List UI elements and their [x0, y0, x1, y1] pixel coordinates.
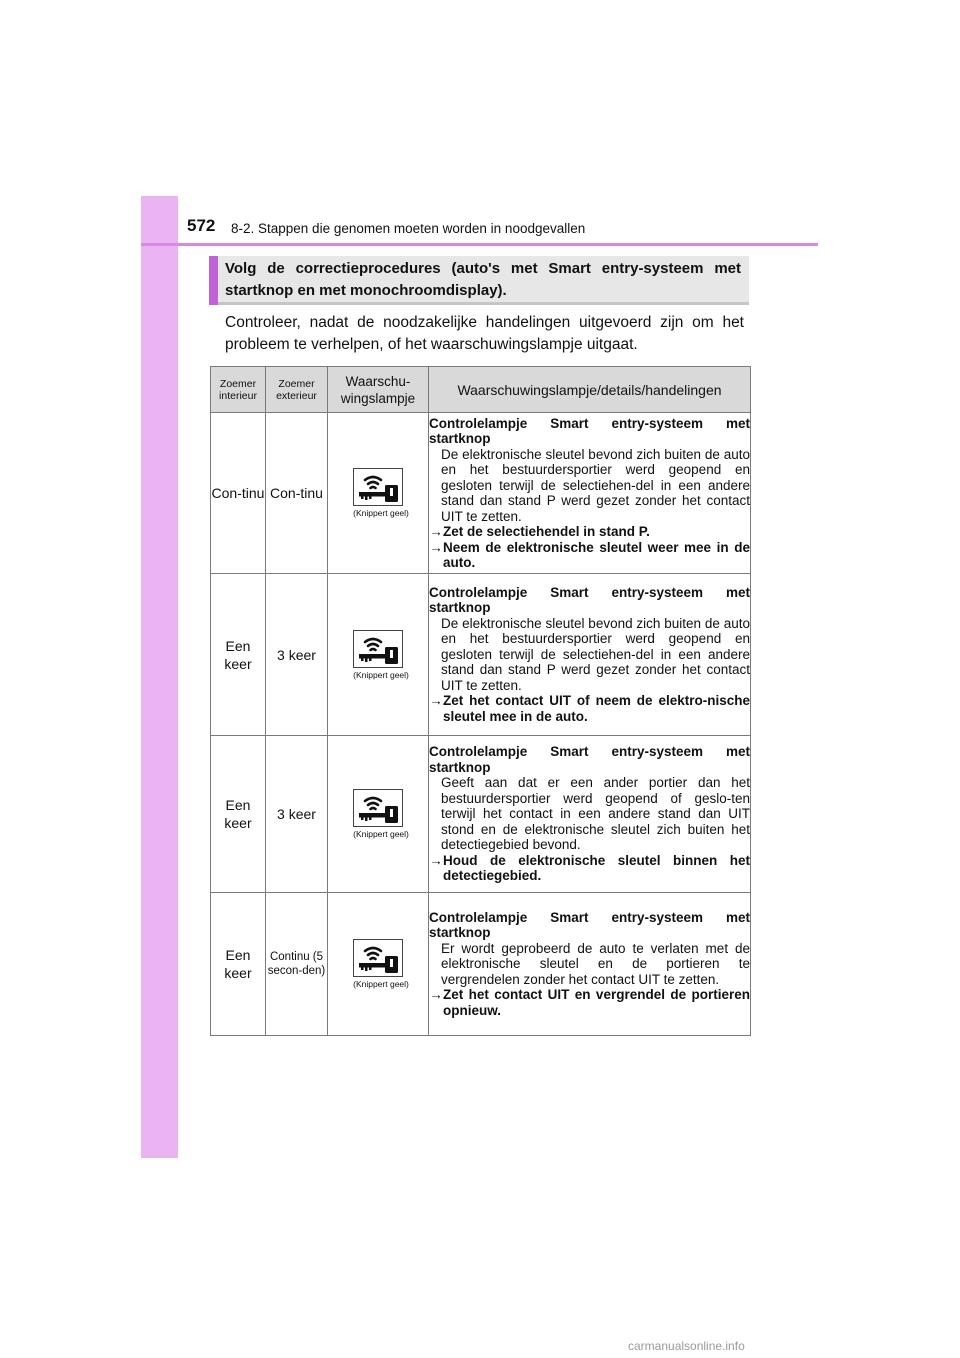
details-cell	[429, 893, 751, 1036]
intro-paragraph: Controleer, nadat de noodzakelijke handelingen uitgevoerd zijn om het probleem te verhelpen, of het waarschuwingslampje uitgaat.	[225, 314, 744, 353]
warning-light-cell	[328, 893, 429, 1036]
table-row	[211, 413, 751, 574]
header-divider	[141, 243, 818, 246]
smart-key-warning-icon	[353, 789, 403, 827]
details-cell	[429, 736, 751, 893]
arrow-icon: →	[429, 524, 443, 539]
lamp-caption: (Knippert geel)	[353, 669, 409, 680]
footer-watermark: carmanualsonline.info	[628, 1339, 745, 1353]
warning-table	[210, 366, 751, 1036]
action-text: Zet het contact UIT en vergrendel de portieren opnieuw.	[443, 987, 750, 1018]
interior-buzzer-cell: Een keer	[211, 574, 266, 736]
side-color-band	[141, 196, 178, 1158]
details-cell	[429, 574, 751, 736]
table-header-row	[211, 367, 751, 413]
action-text: Neem de elektronische sleutel weer mee in de auto.	[443, 539, 750, 570]
page-number: 572	[187, 216, 216, 235]
exterior-buzzer-cell: 3 keer	[266, 574, 328, 736]
action-text: Zet het contact UIT of neem de elektro-nische sleutel mee in de auto.	[443, 693, 750, 724]
warning-light-cell	[328, 413, 429, 574]
action-item	[429, 853, 750, 884]
action-item	[429, 693, 750, 724]
detail-title: Controlelampje Smart entry-systeem met startknop	[429, 909, 750, 941]
action-item	[429, 987, 750, 1018]
detail-body: Geeft aan dat er een ander portier dan het bestuurdersportier werd geopend of geslo-ten terwijl het contact in een andere stand dan UIT stond en de elektronische sleutel zich buiten het detectiegebied bevond.	[441, 775, 750, 853]
smart-key-warning-icon	[353, 939, 403, 977]
header-details: Waarschuwingslampje/details/handelingen	[429, 367, 751, 413]
smart-key-warning-icon	[353, 630, 403, 668]
header-exterior-buzzer: Zoemer exterieur	[266, 367, 328, 413]
detail-title: Controlelampje Smart entry-systeem met startknop	[429, 584, 750, 616]
exterior-buzzer-cell: Con-tinu	[266, 413, 328, 574]
warning-light-cell	[328, 574, 429, 736]
arrow-icon: →	[429, 539, 443, 555]
detail-body: De elektronische sleutel bevond zich buiten de auto en het bestuurdersportier werd geopend en gesloten terwijl de selectiehen-del in een andere stand dan stand P werd gezet zonder het contact UIT te zetten.	[441, 615, 750, 693]
action-text: Zet de selectiehendel in stand P.	[443, 524, 650, 539]
action-text: Houd de elektronische sleutel binnen het detectiegebied.	[443, 852, 750, 884]
warning-light-cell	[328, 736, 429, 893]
table-row	[211, 736, 751, 893]
exterior-buzzer-cell: Continu (5 secon-den)	[266, 893, 328, 1036]
callout-bottom-rule	[218, 302, 749, 305]
interior-buzzer-cell: Een keer	[211, 736, 266, 893]
interior-buzzer-cell: Een keer	[211, 893, 266, 1036]
arrow-icon: →	[429, 693, 443, 709]
detail-body: De elektronische sleutel bevond zich buiten de auto en het bestuurdersportier werd geopend en gesloten terwijl de selectiehen-del in een andere stand dan stand P werd gezet zonder het contact UIT te zetten.	[441, 446, 750, 524]
exterior-buzzer-cell: 3 keer	[266, 736, 328, 893]
detail-title: Controlelampje Smart entry-systeem met startknop	[429, 415, 750, 446]
smart-key-warning-icon	[353, 468, 403, 506]
table-row	[211, 574, 751, 736]
callout-accent-bar	[209, 256, 218, 305]
header-interior-buzzer: Zoemer interieur	[211, 367, 266, 413]
lamp-caption: (Knippert geel)	[353, 979, 409, 989]
table-row	[211, 893, 751, 1036]
procedure-callout	[209, 256, 749, 305]
interior-buzzer-cell: Con-tinu	[211, 413, 266, 574]
lamp-caption: (Knippert geel)	[353, 829, 409, 839]
detail-title: Controlelampje Smart entry-systeem met startknop	[429, 744, 750, 775]
header-warning-light: Waarschu-wingslampje	[328, 367, 429, 413]
details-cell	[429, 413, 751, 574]
callout-text: Volg de correctieprocedures (auto's met Smart entry-systeem met startknop en met monochroomdisplay).	[225, 260, 741, 299]
action-item	[429, 524, 750, 540]
arrow-icon: →	[429, 852, 443, 868]
action-item	[429, 540, 750, 571]
section-header: 8-2. Stappen die genomen moeten worden in noodgevallen	[231, 221, 586, 236]
arrow-icon: →	[429, 987, 443, 1003]
detail-body: Er wordt geprobeerd de auto te verlaten met de elektronische sleutel en de portieren te vergrendelen zonder het contact UIT te zetten.	[441, 940, 750, 987]
lamp-caption: (Knippert geel)	[353, 508, 409, 518]
